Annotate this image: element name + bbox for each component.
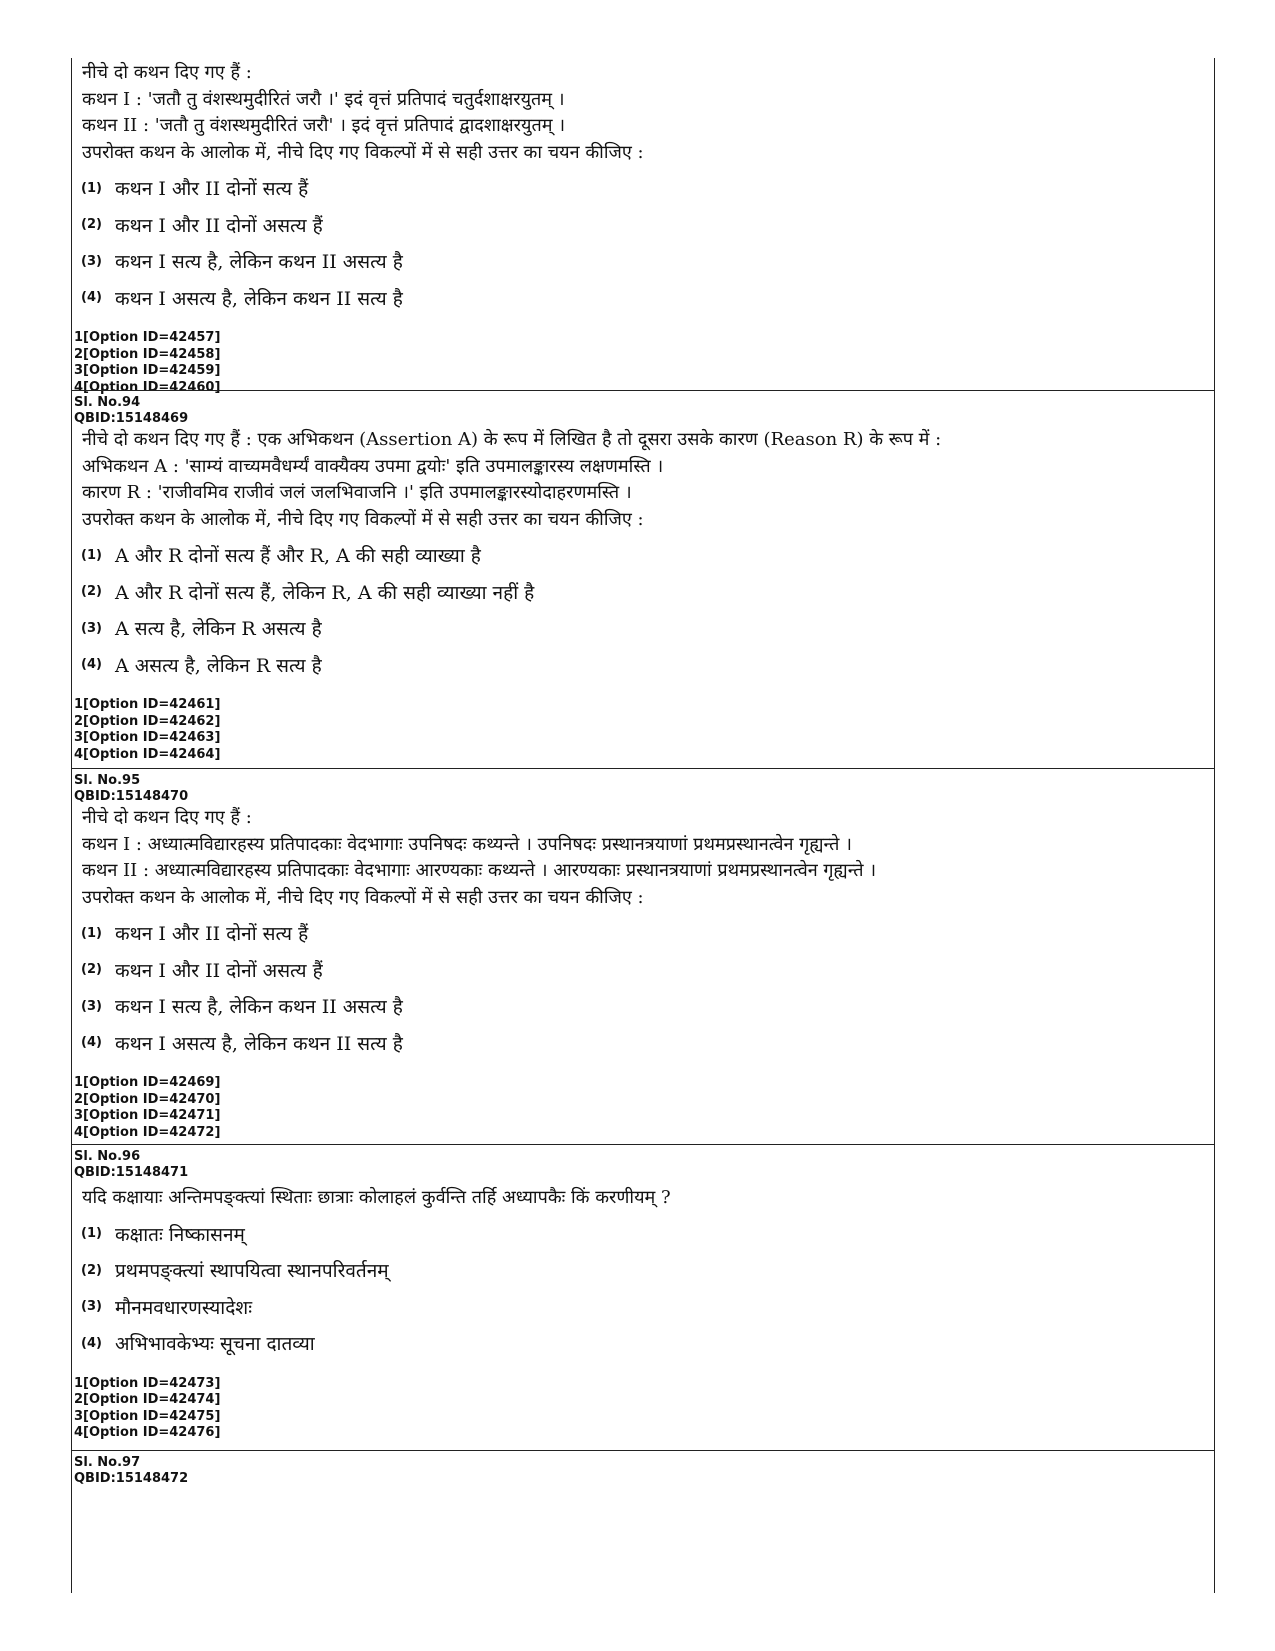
question-block-93 — [72, 60, 1214, 396]
option-number: (4) — [81, 290, 102, 306]
option-text: कथन I असत्य है, लेकिन कथन II सत्य है — [115, 1032, 403, 1055]
question-paper-frame — [71, 58, 1215, 1593]
stem-line: नीचे दो कथन दिए गए हैं : — [82, 62, 252, 83]
option-text: A सत्य है, लेकिन R असत्य है — [115, 618, 322, 641]
option-item — [81, 1325, 1214, 1362]
option-number: (1) — [81, 1226, 102, 1242]
option-item — [81, 610, 1214, 647]
option-text: कथन I और II दोनों सत्य हैं — [115, 178, 309, 201]
question-divider — [72, 1144, 1214, 1145]
option-id: 3[Option ID=42463] — [74, 730, 221, 745]
option-number: (2) — [81, 584, 102, 600]
option-id: 4[Option ID=42472] — [74, 1124, 221, 1140]
option-number: (1) — [81, 547, 102, 563]
question-block-96 — [72, 1149, 1214, 1442]
stem-line: उपरोक्त कथन के आलोक में, नीचे दिए गए विकल्पों में से सही उत्तर का चयन कीजिए : — [82, 508, 644, 530]
option-text: मौनमवधारणस्यादेशः — [115, 1296, 253, 1319]
option-number: (2) — [81, 217, 102, 233]
qbid: QBID:15148469 — [74, 411, 189, 426]
question-block-94 — [72, 395, 1214, 763]
option-text: कक्षातः निष्कासनम् — [115, 1223, 245, 1246]
option-item — [81, 1216, 1214, 1253]
stem-line: यदि कक्षायाः अन्तिमपङ्क्त्यां स्थिताः छात्राः कोलाहलं कुर्वन्ति तर्हि अध्यापकैः किं करणीयम् ? — [82, 1187, 671, 1208]
option-number: (3) — [81, 1299, 102, 1315]
stem-line: नीचे दो कथन दिए गए हैं : एक अभिकथन (Assertion A) के रूप में लिखित है तो दूसरा उसके कारण (Reason R) के रूप में : — [82, 429, 942, 450]
option-item — [81, 170, 1214, 207]
question-stem — [82, 805, 1214, 911]
serial-number: Sl. No.96 — [74, 1149, 141, 1164]
option-item — [81, 243, 1214, 280]
option-number: (4) — [81, 1335, 102, 1351]
option-text: A असत्य है, लेकिन R सत्य है — [115, 654, 322, 677]
question-block-95 — [72, 773, 1214, 1141]
stem-line: कथन I : अध्यात्मविद्यारहस्य प्रतिपादकाः वेदभागाः उपनिषदः कथ्यन्ते । उपनिषदः प्रस्थानत्रयाणां प्रथमप्रस्थानत्वेन गृह्यन्ते । — [82, 833, 852, 855]
option-id: 1[Option ID=42469] — [74, 1075, 221, 1090]
stem-line: कथन I : 'जतौ तु वंशस्थमुदीरितं जरौ ।' इदं वृत्तं प्रतिपादं चतुर्दशाक्षरयुतम् । — [82, 88, 565, 110]
question-divider — [72, 390, 1214, 391]
option-id: 2[Option ID=42462] — [74, 713, 221, 729]
option-number: (4) — [81, 657, 102, 673]
stem-line: उपरोक्त कथन के आलोक में, नीचे दिए गए विकल्पों में से सही उत्तर का चयन कीजिए : — [82, 141, 644, 163]
option-text: A और R दोनों सत्य हैं और R, A की सही व्याख्या है — [115, 545, 481, 568]
qbid: QBID:15148472 — [74, 1471, 189, 1486]
option-id: 2[Option ID=42474] — [74, 1392, 221, 1407]
serial-number: Sl. No.94 — [74, 395, 141, 410]
option-text: अभिभावकेभ्यः सूचना दातव्या — [115, 1333, 315, 1356]
option-id: 4[Option ID=42464] — [74, 746, 221, 762]
question-stem — [82, 60, 1214, 166]
option-item — [81, 1252, 1214, 1289]
option-id: 4[Option ID=42460] — [74, 379, 221, 395]
option-id: 4[Option ID=42476] — [74, 1425, 221, 1440]
stem-line: कारण R : 'राजीवमिव राजीवं जलं जलभिवाजनि ।' इति उपमालङ्कारस्योदाहरणमस्ति । — [82, 482, 632, 503]
qbid: QBID:15148470 — [74, 789, 189, 804]
option-text: कथन I असत्य है, लेकिन कथन II सत्य है — [115, 287, 403, 310]
option-id: 3[Option ID=42471] — [74, 1108, 221, 1123]
option-id: 2[Option ID=42470] — [74, 1091, 221, 1107]
serial-number: Sl. No.95 — [74, 773, 141, 788]
question-divider — [72, 1450, 1214, 1451]
question-divider — [72, 768, 1214, 769]
option-item — [81, 574, 1214, 611]
option-number: (1) — [81, 925, 102, 941]
question-stem — [82, 1185, 1214, 1212]
serial-number: Sl. No.97 — [74, 1455, 141, 1470]
option-id-list — [74, 1075, 1214, 1141]
option-item — [81, 647, 1214, 684]
option-id: 2[Option ID=42458] — [74, 346, 221, 362]
stem-line: अभिकथन A : 'साम्यं वाच्यमवैधर्म्यं वाक्यैक्य उपमा द्वयोः' इति उपमालङ्कारस्य लक्षणमस्ति । — [82, 455, 664, 477]
qbid: QBID:15148471 — [74, 1165, 189, 1180]
option-item — [81, 915, 1214, 952]
option-number: (3) — [81, 253, 102, 269]
option-number: (1) — [81, 180, 102, 196]
option-item — [81, 1025, 1214, 1062]
option-id-list — [74, 697, 1214, 763]
option-number: (3) — [81, 998, 102, 1014]
option-item — [81, 952, 1214, 989]
option-id: 1[Option ID=42473] — [74, 1375, 221, 1391]
option-item — [81, 207, 1214, 244]
option-number: (2) — [81, 1262, 102, 1278]
option-item — [81, 1289, 1214, 1326]
option-item — [81, 280, 1214, 317]
option-id: 3[Option ID=42475] — [74, 1408, 221, 1424]
stem-line: उपरोक्त कथन के आलोक में, नीचे दिए गए विकल्पों में से सही उत्तर का चयन कीजिए : — [82, 886, 644, 908]
option-text: A और R दोनों सत्य हैं, लेकिन R, A की सही व्याख्या नहीं है — [115, 581, 535, 604]
option-text: कथन I और II दोनों सत्य हैं — [115, 923, 309, 946]
option-id: 1[Option ID=42457] — [74, 330, 221, 345]
stem-line: नीचे दो कथन दिए गए हैं : — [82, 807, 252, 828]
stem-line: कथन II : 'जतौ तु वंशस्थमुदीरितं जरौ' । इदं वृत्तं प्रतिपादं द्वादशाक्षरयुतम् । — [82, 115, 566, 136]
option-number: (3) — [81, 620, 102, 636]
option-item — [81, 537, 1214, 574]
option-text: कथन I सत्य है, लेकिन कथन II असत्य है — [115, 996, 403, 1019]
option-number: (2) — [81, 962, 102, 978]
question-stem — [82, 427, 1214, 533]
option-id-list — [74, 1376, 1214, 1442]
option-id: 1[Option ID=42461] — [74, 697, 221, 712]
option-text: कथन I सत्य है, लेकिन कथन II असत्य है — [115, 251, 403, 274]
option-text: कथन I और II दोनों असत्य हैं — [115, 959, 323, 982]
option-text: कथन I और II दोनों असत्य हैं — [115, 214, 323, 237]
option-id: 3[Option ID=42459] — [74, 363, 221, 378]
option-id-list — [74, 330, 1214, 396]
question-block-97 — [72, 1455, 1214, 1487]
option-number: (4) — [81, 1035, 102, 1051]
stem-line: कथन II : अध्यात्मविद्यारहस्य प्रतिपादकाः वेदभागाः आरण्यकाः कथ्यन्ते । आरण्यकाः प्रस्थानत्रयाणां प्रथमप्रस्थानत्वेन गृह्यन्ते । — [82, 860, 877, 881]
option-item — [81, 988, 1214, 1025]
option-text: प्रथमपङ्क्त्यां स्थापयित्वा स्थानपरिवर्तनम् — [115, 1260, 389, 1283]
